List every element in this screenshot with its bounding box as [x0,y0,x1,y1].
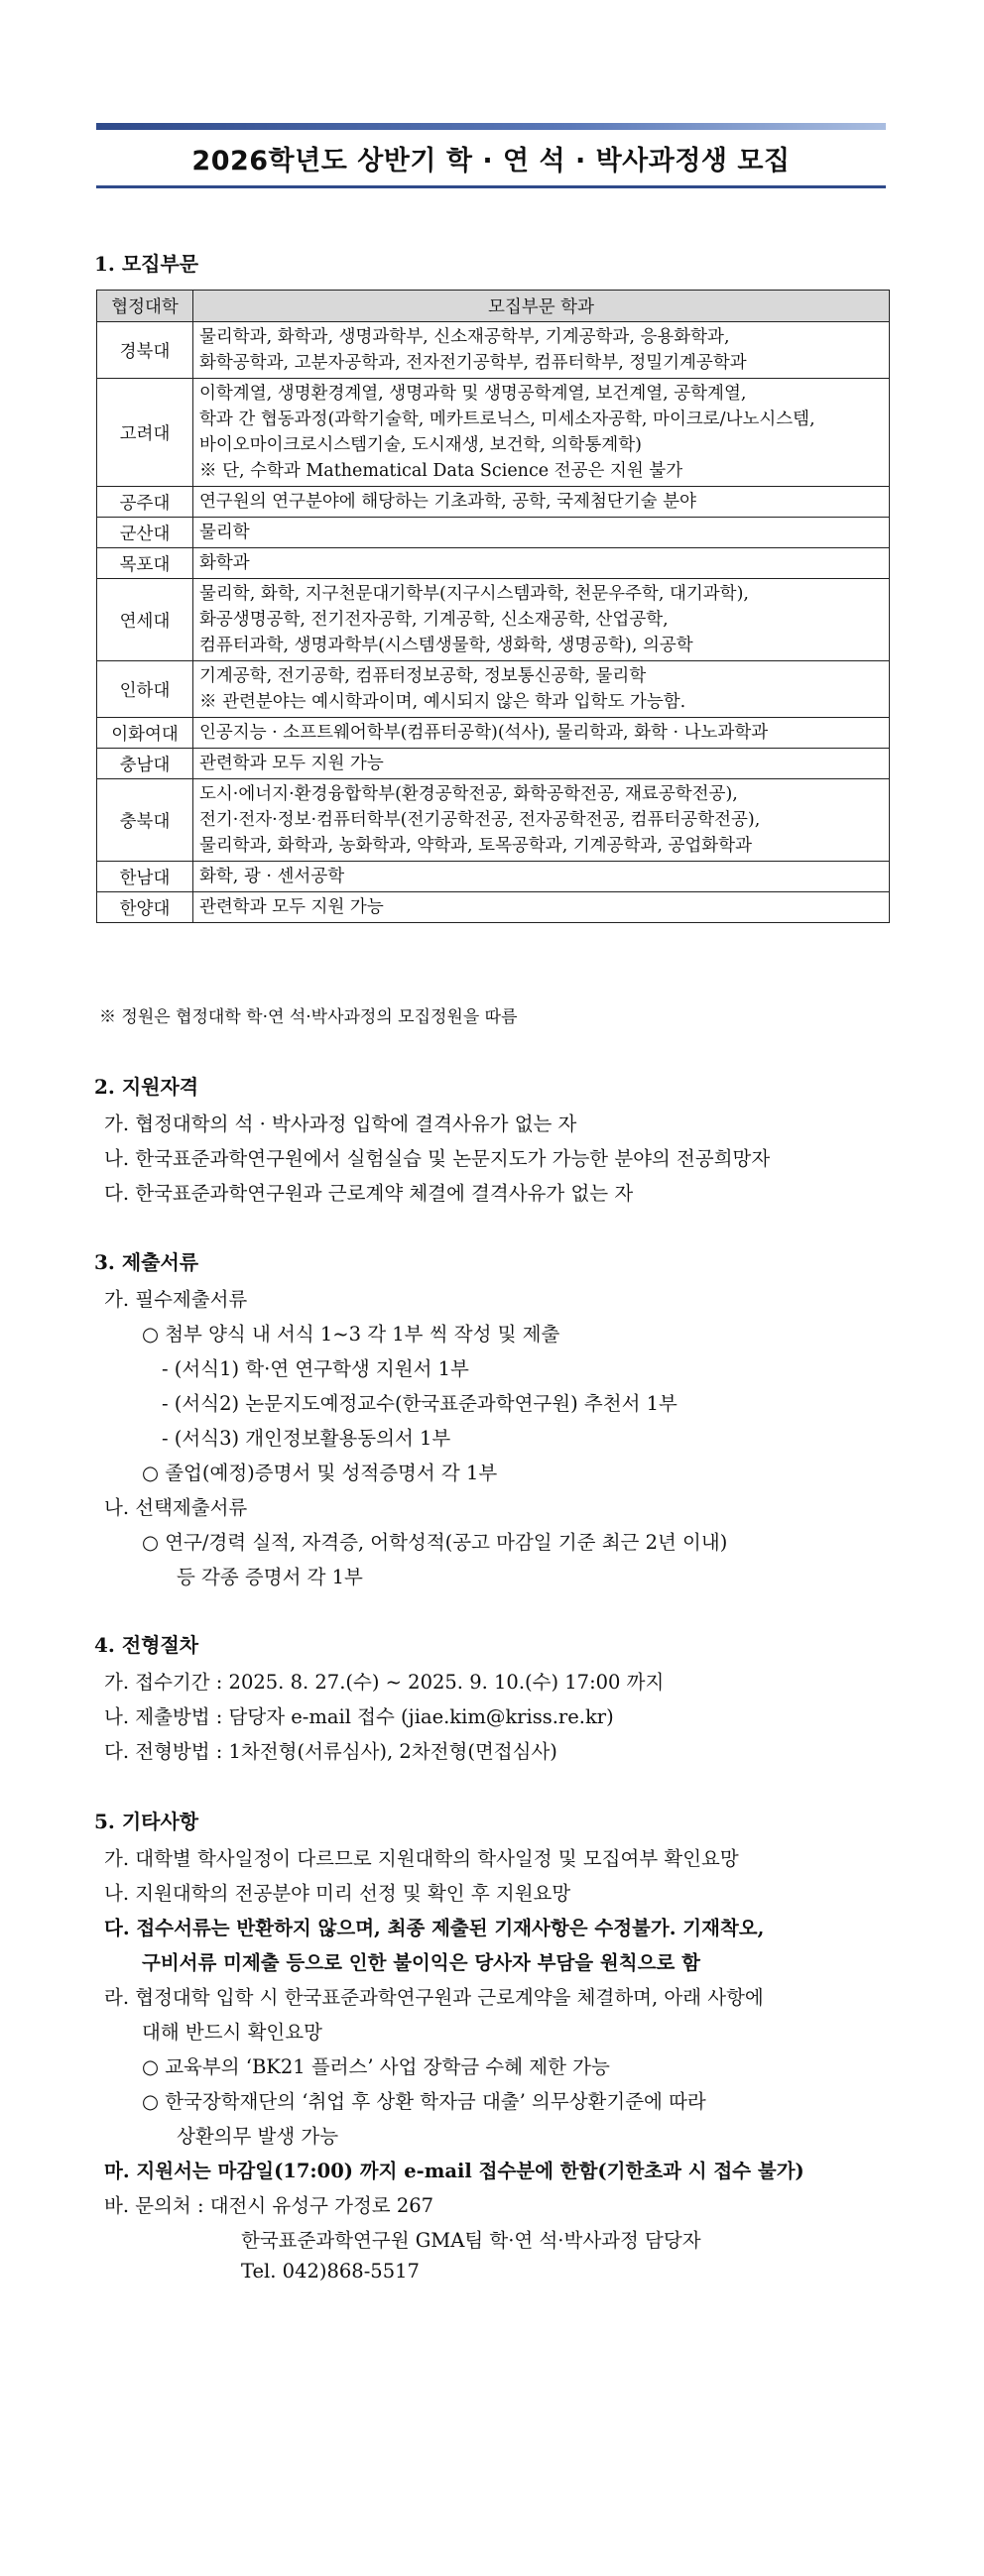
required-doc-item: - (서식2) 논문지도예정교수(한국표준과학연구원) 추천서 1부 [162,1392,677,1415]
required-doc-item: - (서식1) 학·연 연구학생 지원서 1부 [162,1357,469,1380]
section-1-heading: 1. 모집부문 [94,252,199,276]
required-doc-item: - (서식3) 개인정보활용동의서 1부 [162,1427,451,1450]
section-2-heading: 2. 지원자격 [94,1075,199,1099]
department-line: 물리학, 화학, 지구천문대기학부(지구시스템과학, 천문우주학, 대기과학), [199,584,749,604]
misc-item: 나. 지원대학의 전공분야 미리 선정 및 확인 후 지원요망 [104,1882,571,1905]
qualification-item: 가. 협정대학의 석 · 박사과정 입학에 결격사유가 없는 자 [104,1112,577,1135]
university-cell: 군산대 [97,518,193,548]
university-cell: 충남대 [97,749,193,779]
table-row [97,548,890,579]
departments-cell [193,661,890,718]
contact-org: 한국표준과학연구원 GMA팀 학·연 석·박사과정 담당자 [241,2229,701,2252]
qualification-item: 다. 한국표준과학연구원과 근로계약 체결에 결격사유가 없는 자 [104,1182,634,1205]
departments-cell [193,487,890,518]
misc-item-bold: 다. 접수서류는 반환하지 않으며, 최종 제출된 기재사항은 수정불가. 기재착오, [104,1917,765,1939]
departments-cell [193,322,890,379]
department-line: 화학, 광 · 센서공학 [199,867,345,886]
university-cell: 경북대 [97,322,193,379]
department-line: 연구원의 연구분야에 해당하는 기초과학, 공학, 국제첨단기술 분야 [199,492,696,512]
department-line: 인공지능 · 소프트웨어학부(컴퓨터공학)(석사), 물리학과, 화학 · 나노과학과 [199,723,769,743]
misc-item-bold: 마. 지원서는 마감일(17:00) 까지 e-mail 접수분에 한함(기한초과 시 접수 불가) [104,2160,804,2182]
department-line: 화학공학과, 고분자공학과, 전자전기공학부, 컴퓨터학부, 정밀기계공학과 [199,353,747,373]
title-bottom-bar [96,185,886,188]
department-line: 관련학과 모두 지원 가능 [199,897,384,917]
university-cell: 고려대 [97,379,193,487]
table-row [97,379,890,487]
departments-cell [193,749,890,779]
department-line: ※ 관련분야는 예시학과이며, 예시되지 않은 학과 입학도 가능함. [199,692,686,712]
table-row [97,322,890,379]
procedure-item: 다. 전형방법 : 1차전형(서류심사), 2차전형(면접심사) [104,1740,557,1763]
title-banner [96,123,886,188]
recruit-table [96,290,890,923]
department-line: 화학과 [199,553,250,573]
optional-docs-title: 나. 선택제출서류 [104,1496,248,1519]
misc-item: 라. 협정대학 입학 시 한국표준과학연구원과 근로계약을 체결하며, 아래 사항에 [104,1986,764,2009]
misc-item: 가. 대학별 학사일정이 다르므로 지원대학의 학사일정 및 모집여부 확인요망 [104,1847,739,1870]
departments-cell [193,548,890,579]
department-line: 화공생명공학, 전기전자공학, 기계공학, 신소재공학, 산업공학, [199,610,669,630]
section-4-heading: 4. 전형절차 [94,1633,199,1657]
department-line: 물리학과, 화학과, 생명과학부, 신소재공학부, 기계공학과, 응용화학과, [199,327,730,347]
department-line: 전기·전자·정보·컴퓨터학부(전기공학전공, 전자공학전공, 컴퓨터공학전공), [199,810,761,830]
table-header-row [97,291,890,322]
contact-phone: Tel. 042)868-5517 [241,2260,420,2283]
optional-doc-item: 등 각종 증명서 각 1부 [177,1566,363,1588]
table-row [97,661,890,718]
required-doc-item: ○ 졸업(예정)증명서 및 성적증명서 각 1부 [142,1462,498,1484]
departments-cell [193,379,890,487]
page-title: 2026학년도 상반기 학 · 연 석 · 박사과정생 모집 [191,145,791,176]
table-header-departments: 모집부문 학과 [193,291,890,322]
department-line: 관련학과 모두 지원 가능 [199,754,384,773]
misc-item: 대해 반드시 확인요망 [142,2021,322,2044]
table-row [97,749,890,779]
table-row [97,579,890,661]
misc-item-bold: 구비서류 미제출 등으로 인한 불이익은 당사자 부담을 원칙으로 함 [142,1951,700,1974]
table-row [97,518,890,548]
quota-note: ※ 정원은 협정대학 학·연 석·박사과정의 모집정원을 따름 [99,1007,518,1027]
qualification-item: 나. 한국표준과학연구원에서 실험실습 및 논문지도가 가능한 분야의 전공희망자 [104,1147,771,1170]
misc-subitem: ○ 교육부의 ‘BK21 플러스’ 사업 장학금 수혜 제한 가능 [142,2055,610,2078]
department-line: 바이오마이크로시스템기술, 도시재생, 보건학, 의학통계학) [199,435,642,455]
procedure-item: 나. 제출방법 : 담당자 e-mail 접수 (jiae.kim@kriss.re.kr) [104,1705,614,1728]
departments-cell [193,892,890,923]
department-line: 이학계열, 생명환경계열, 생명과학 및 생명공학계열, 보건계열, 공학계열, [199,384,747,404]
university-cell: 한남대 [97,862,193,892]
department-line: 물리학과, 화학과, 농화학과, 약학과, 토목공학과, 기계공학과, 공업화학과 [199,836,752,856]
misc-subitem: ○ 한국장학재단의 ‘취업 후 상환 학자금 대출’ 의무상환기준에 따라 [142,2090,706,2113]
university-cell: 공주대 [97,487,193,518]
departments-cell [193,518,890,548]
university-cell: 이화여대 [97,718,193,749]
contact-item: 바. 문의처 : 대전시 유성구 가정로 267 [104,2194,434,2217]
required-docs-title: 가. 필수제출서류 [104,1288,248,1311]
department-line: 기계공학, 전기공학, 컴퓨터정보공학, 정보통신공학, 물리학 [199,666,647,686]
table-row [97,892,890,923]
table-header-university: 협정대학 [97,291,193,322]
department-line: 컴퓨터과학, 생명과학부(시스템생물학, 생화학, 생명공학), 의공학 [199,636,693,655]
department-line: 도시·에너지·환경융합학부(환경공학전공, 화학공학전공, 재료공학전공), [199,784,738,804]
misc-subitem: 상환의무 발생 가능 [177,2125,339,2148]
university-cell: 한양대 [97,892,193,923]
section-3-heading: 3. 제출서류 [94,1250,199,1274]
department-line: 학과 간 협동과정(과학기술학, 메카트로닉스, 미세소자공학, 마이크로/나노시스템, [199,410,815,429]
table-row [97,779,890,862]
title-top-bar [96,123,886,130]
department-line: ※ 단, 수학과 Mathematical Data Science 전공은 지원 불가 [199,461,683,481]
optional-doc-item: ○ 연구/경력 실적, 자격증, 어학성적(공고 마감일 기준 최근 2년 이내) [142,1531,728,1554]
department-line: 물리학 [199,523,250,542]
departments-cell [193,779,890,862]
procedure-item: 가. 접수기간 : 2025. 8. 27.(수) ~ 2025. 9. 10.(수) 17:00 까지 [104,1671,665,1694]
university-cell: 목포대 [97,548,193,579]
table-row [97,718,890,749]
table-row [97,487,890,518]
required-doc-item: ○ 첨부 양식 내 서식 1~3 각 1부 씩 작성 및 제출 [142,1323,560,1346]
departments-cell [193,579,890,661]
university-cell: 연세대 [97,579,193,661]
university-cell: 인하대 [97,661,193,718]
university-cell: 충북대 [97,779,193,862]
section-5-heading: 5. 기타사항 [94,1810,199,1833]
departments-cell [193,862,890,892]
departments-cell [193,718,890,749]
table-row [97,862,890,892]
